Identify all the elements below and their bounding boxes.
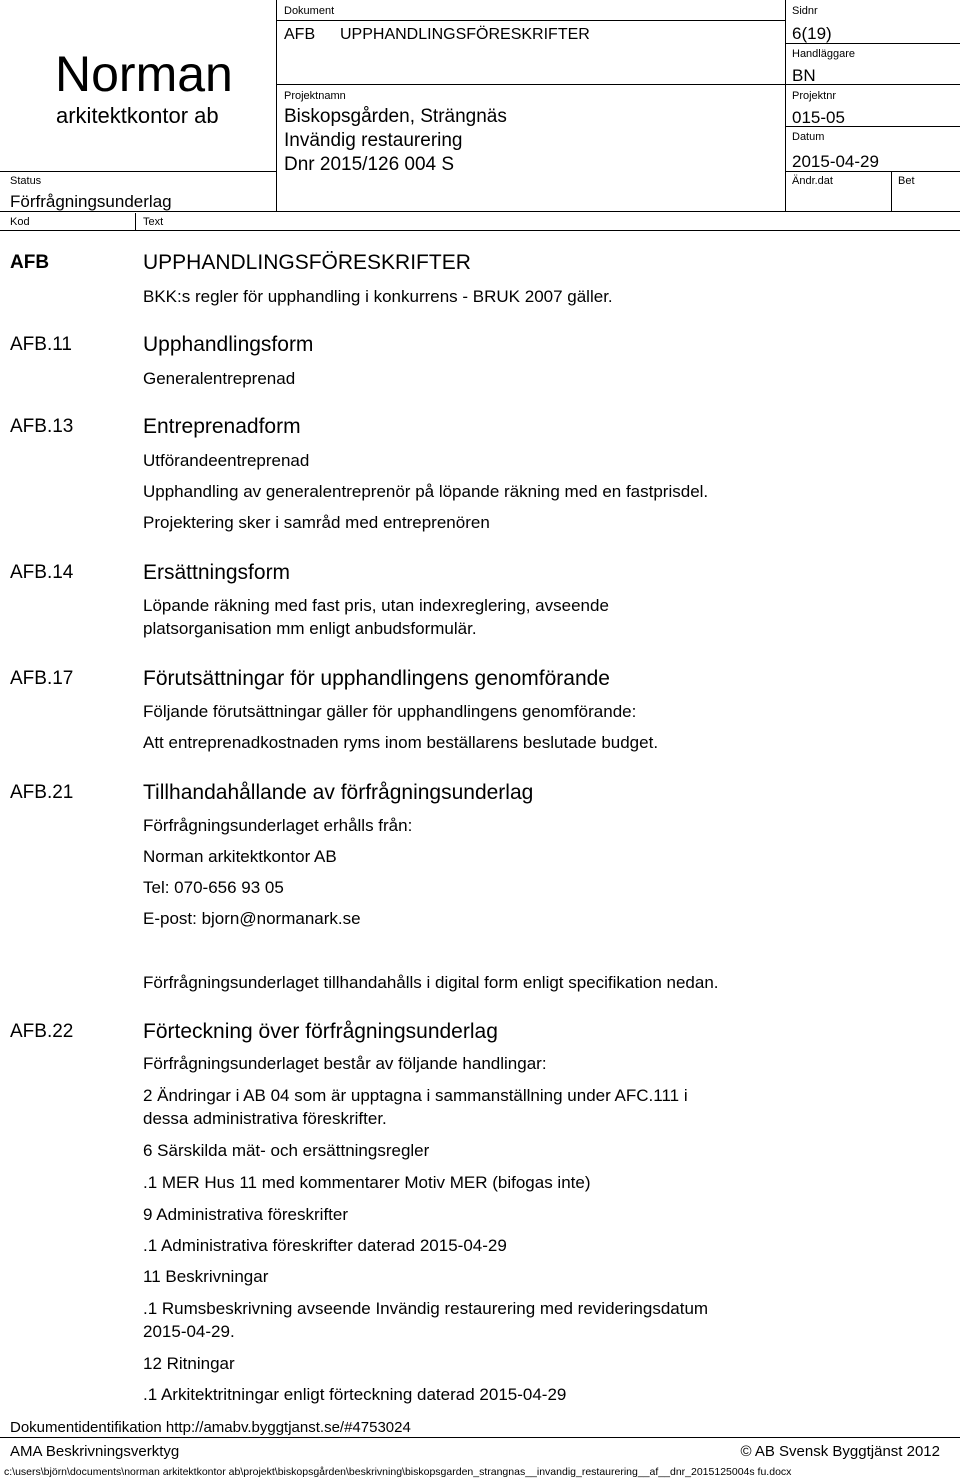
section-text: Förfrågningsunderlaget består av följande handlingar: (143, 1054, 547, 1073)
projektnr-value: 015-05 (792, 108, 845, 127)
projektnr-label: Projektnr (792, 90, 837, 102)
section-text: Upphandling av generalentreprenör på löpande räkning med en fastprisdel. (143, 482, 709, 501)
company-name: Norman (55, 46, 233, 102)
section-code: AFB.11 (10, 334, 72, 355)
footer-copyright: © AB Svensk Byggtjänst 2012 (740, 1443, 940, 1460)
projektnamn-line3: Dnr 2015/126 004 S (284, 154, 455, 175)
section-text: 2015-04-29. (143, 1322, 235, 1341)
datum-label: Datum (792, 131, 825, 143)
dokument-code: AFB (284, 26, 316, 43)
status-label: Status (10, 175, 42, 187)
section-text: .1 Administrativa föreskrifter daterad 2015-04-29 (143, 1236, 507, 1255)
section-code: AFB.17 (10, 668, 74, 689)
dokument-title: UPPHANDLINGSFÖRESKRIFTER (340, 26, 590, 43)
section-text: Projektering sker i samråd med entreprenören (143, 513, 490, 532)
section-text: E-post: bjorn@normanark.se (143, 909, 361, 928)
projektnamn-line2: Invändig restaurering (284, 130, 463, 151)
section-heading: Förteckning över förfrågningsunderlag (143, 1020, 498, 1043)
kod-label: Kod (10, 216, 30, 228)
text-label: Text (143, 216, 164, 228)
section-heading: Ersättningsform (143, 561, 291, 584)
section-text: .1 Arkitektritningar enligt förteckning daterad 2015-04-29 (143, 1385, 567, 1404)
section-text: Att entreprenadkostnaden ryms inom beställarens beslutade budget. (143, 733, 659, 752)
section-text: Förfrågningsunderlaget erhålls från: (143, 816, 413, 835)
section-code: AFB.21 (10, 782, 74, 803)
section-text: Utförandeentreprenad (143, 451, 310, 470)
section-text: 2 Ändringar i AB 04 som är upptagna i sammanställning under AFC.111 i (143, 1086, 688, 1105)
company-subtitle: arkitektkontor ab (56, 103, 219, 128)
footer-file-path: c:\users\björn\documents\norman arkitektkontor ab\projekt\biskopsgården\beskrivning\biskopsgarden_strangnas__invandig_restaurering__af__dnr_2015125004s fu.docx (4, 1466, 792, 1478)
section-heading: Entreprenadform (143, 415, 301, 438)
sidnr-label: Sidnr (792, 5, 818, 17)
section-text: Tel: 070-656 93 05 (143, 878, 284, 897)
section-text: Förfrågningsunderlaget tillhandahålls i digital form enligt specifikation nedan. (143, 973, 719, 992)
section-heading: Upphandlingsform (143, 333, 314, 356)
footer-tool: AMA Beskrivningsverktyg (10, 1443, 180, 1460)
section-text: .1 MER Hus 11 med kommentarer Motiv MER (bifogas inte) (143, 1173, 591, 1192)
handlaggare-label: Handläggare (792, 48, 855, 60)
section-text: .1 Rumsbeskrivning avseende Invändig restaurering med revideringsdatum (143, 1299, 709, 1318)
status-value: Förfrågningsunderlag (10, 192, 172, 211)
section-text: BKK:s regler för upphandling i konkurrens - BRUK 2007 gäller. (143, 287, 613, 306)
sidnr-value: 6(19) (792, 24, 832, 43)
section-code: AFB.22 (10, 1021, 74, 1042)
datum-value: 2015-04-29 (792, 152, 879, 171)
section-heading: UPPHANDLINGSFÖRESKRIFTER (143, 251, 471, 274)
section-heading: Förutsättningar för upphandlingens genomförande (143, 667, 610, 690)
handlaggare-value: BN (792, 66, 816, 85)
section-text: dessa administrativa föreskrifter. (143, 1109, 387, 1128)
bet-label: Bet (898, 175, 915, 187)
section-text: 9 Administrativa föreskrifter (143, 1205, 349, 1224)
section-text: Löpande räkning med fast pris, utan indexreglering, avseende (143, 596, 609, 615)
footer-doc-id: Dokumentidentifikation http://amabv.byggtjanst.se/#4753024 (10, 1419, 411, 1436)
section-code: AFB.13 (10, 416, 74, 437)
section-text: Följande förutsättningar gäller för upphandlingens genomförande: (143, 702, 637, 721)
projektnamn-label: Projektnamn (284, 90, 346, 102)
andrdat-label: Ändr.dat (792, 175, 833, 187)
section-text: 12 Ritningar (143, 1354, 235, 1373)
projektnamn-line1: Biskopsgården, Strängnäs (284, 106, 507, 127)
section-text: platsorganisation mm enligt anbudsformulär. (143, 619, 477, 638)
section-text: 11 Beskrivningar (143, 1267, 269, 1286)
section-code: AFB (10, 252, 50, 273)
section-text: Generalentreprenad (143, 369, 296, 388)
section-text: 6 Särskilda mät- och ersättningsregler (143, 1141, 430, 1160)
section-heading: Tillhandahållande av förfrågningsunderlag (143, 781, 534, 804)
dokument-label: Dokument (284, 5, 335, 17)
section-code: AFB.14 (10, 562, 74, 583)
section-text: Norman arkitektkontor AB (143, 847, 337, 866)
